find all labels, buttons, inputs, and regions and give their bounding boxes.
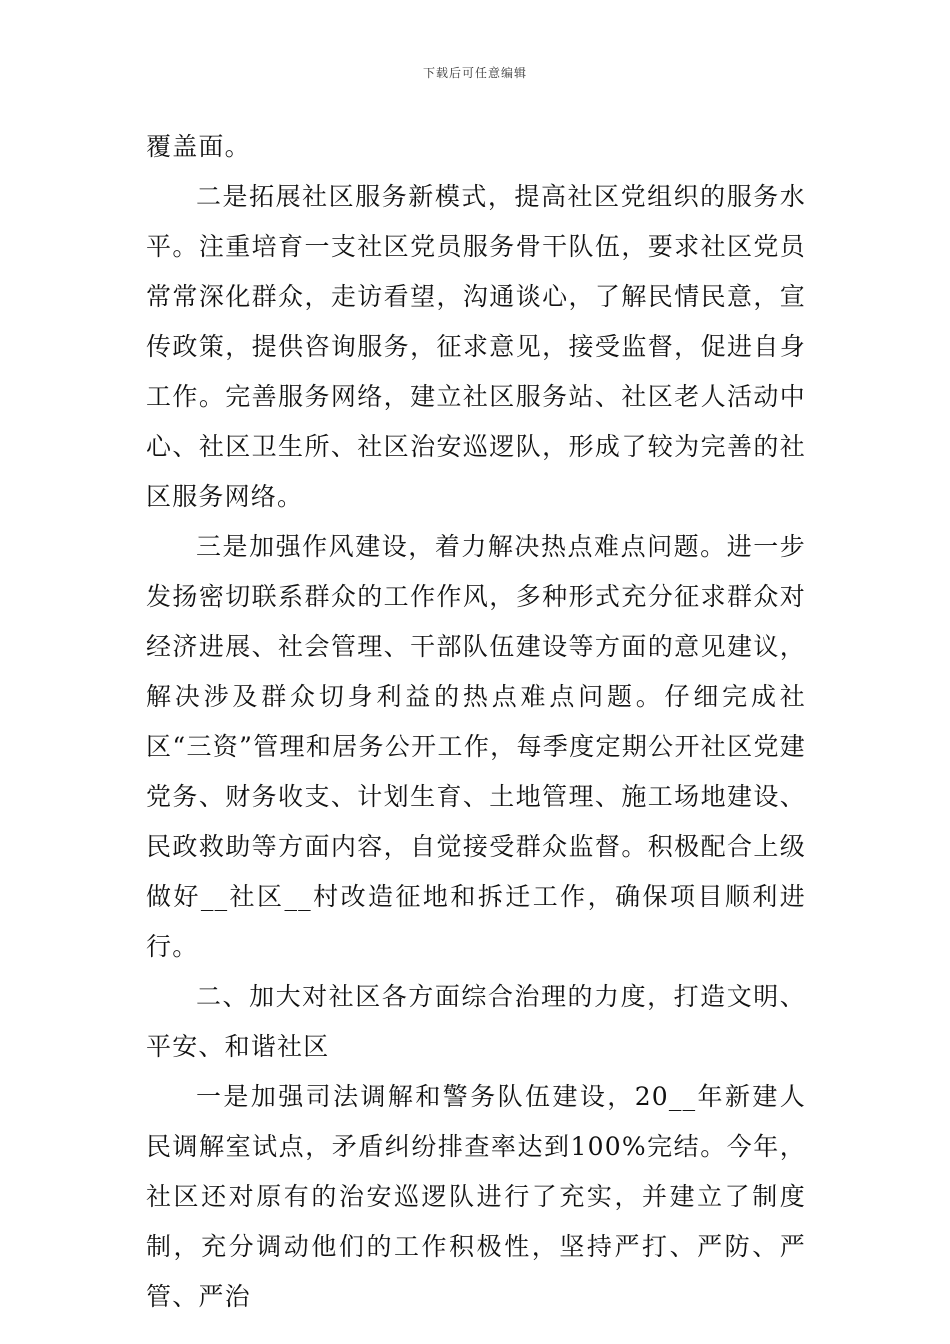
- paragraph-work-style: 三是加强作风建设，着力解决热点难点问题。进一步发扬密切联系群众的工作作风，多种形式充分征求群众对经济进展、社会管理、干部队伍建设等方面的意见建议，解决涉及群众切身利益的热点难点问题。仔细完成社区“三资”管理和居务公开工作，每季度定期公开社区党建党务、财务收支、计划生育、土地管理、施工场地建设、民政救助等方面内容，自觉接受群众监督。积极配合上级做好__社区__村改造征地和拆迁工作，确保项目顺利进行。: [146, 532, 806, 961]
- section-heading-governance: 二、加大对社区各方面综合治理的力度，打造文明、平安、和谐社区: [146, 982, 806, 1061]
- paragraph-continuation: 覆盖面。: [146, 132, 251, 161]
- page-header: 下载后可任意编辑: [422, 66, 527, 80]
- paragraph-service-model: 二是拓展社区服务新模式，提高社区党组织的服务水平。注重培育一支社区党员服务骨干队伍，要求社区党员常常深化群众，走访看望，沟通谈心，了解民情民意，宣传政策，提供咨询服务，征求意见，接受监督，促进自身工作。完善服务网络，建立社区服务站、社区老人活动中心、社区卫生所、社区治安巡逻队，形成了较为完善的社区服务网络。: [146, 182, 806, 511]
- paragraph-mediation: 一是加强司法调解和警务队伍建设，20__年新建人民调解室试点，矛盾纠纷排查率达到100%完结。今年，社区还对原有的治安巡逻队进行了充实，并建立了制度制，充分调动他们的工作积极性，坚持严打、严防、严管、严治: [146, 1082, 806, 1311]
- document-body: [146, 122, 806, 1322]
